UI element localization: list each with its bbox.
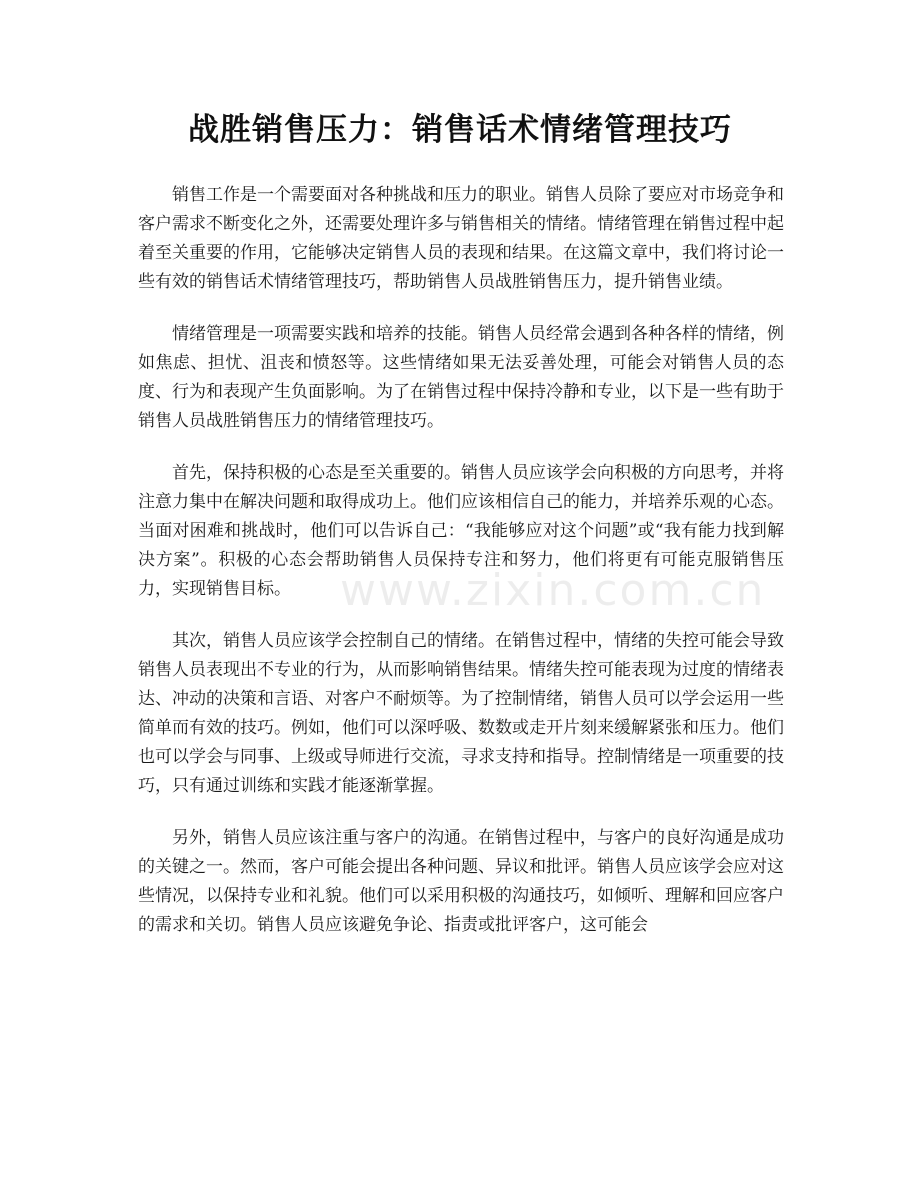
paragraph-3: 首先，保持积极的心态是至关重要的。销售人员应该学会向积极的方向思考，并将注意力集中在解决问题和取得成功上。他们应该相信自己的能力，并培养乐观的心态。当面对困难和挑战时，他们可以告诉自己：“我能够应对这个问题”或“我有能力找到解决方案”。积极的心态会帮助销售人员保持专注和努力，他们将更有可能克服销售压力，实现销售目标。 [138,463,784,599]
document-title: 战胜销售压力：销售话术情绪管理技巧 [188,112,732,148]
paragraph-5: 另外，销售人员应该注重与客户的沟通。在销售过程中，与客户的良好沟通是成功的关键之一。然而，客户可能会提出各种问题、异议和批评。销售人员应该学会应对这些情况，以保持专业和礼貌。他们可以采用积极的沟通技巧，如倾听、理解和回应客户的需求和关切。销售人员应该避免争论、指责或批评客户，这可能会 [138,828,784,935]
document-body [138,181,784,963]
paragraph-1: 销售工作是一个需要面对各种挑战和压力的职业。销售人员除了要应对市场竞争和客户需求不断变化之外，还需要处理许多与销售相关的情绪。情绪管理在销售过程中起着至关重要的作用，它能够决定销售人员的表现和结果。在这篇文章中，我们将讨论一些有效的销售话术情绪管理技巧，帮助销售人员战胜销售压力，提升销售业绩。 [138,185,784,292]
paragraph-4: 其次，销售人员应该学会控制自己的情绪。在销售过程中，情绪的失控可能会导致销售人员表现出不专业的行为，从而影响销售结果。情绪失控可能表现为过度的情绪表达、冲动的决策和言语、对客户不耐烦等。为了控制情绪，销售人员可以学会运用一些简单而有效的技巧。例如，他们可以深呼吸、数数或走开片刻来缓解紧张和压力。他们也可以学会与同事、上级或导师进行交流，寻求支持和指导。控制情绪是一项重要的技巧，只有通过训练和实践才能逐渐掌握。 [138,631,784,796]
paragraph-2: 情绪管理是一项需要实践和培养的技能。销售人员经常会遇到各种各样的情绪，例如焦虑、担忧、沮丧和愤怒等。这些情绪如果无法妥善处理，可能会对销售人员的态度、行为和表现产生负面影响。为了在销售过程中保持冷静和专业，以下是一些有助于销售人员战胜销售压力的情绪管理技巧。 [138,324,784,431]
watermark: www.zixin.com.cn [340,565,766,616]
